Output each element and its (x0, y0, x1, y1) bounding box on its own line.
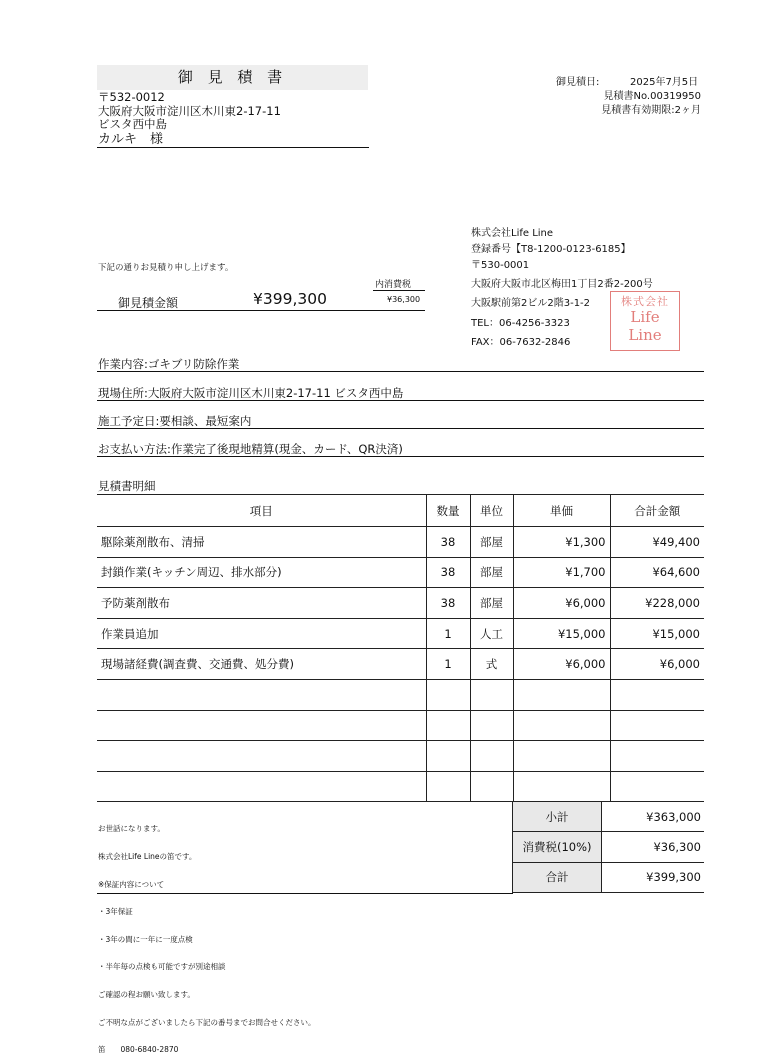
quote-validity: 見積書有効期限:2ヶ月 (601, 105, 701, 116)
table-row (97, 649, 704, 680)
row-total: ¥6,000 (610, 649, 704, 680)
row-price: ¥1,700 (513, 557, 610, 588)
tax-value: ¥36,300 (602, 832, 705, 862)
customer-address: 大阪府大阪市淀川区木川東2-17-11 (98, 104, 281, 118)
totals-table (512, 801, 704, 893)
table-row-empty (97, 741, 704, 772)
seal-bot-text: Line (628, 326, 662, 344)
row-price: ¥6,000 (513, 649, 610, 680)
company-registration: 登録番号【T8-1200-0123-6185】 (471, 244, 631, 255)
table-row (97, 618, 704, 649)
table-row (97, 527, 704, 558)
row-price: ¥15,000 (513, 618, 610, 649)
row-total: ¥228,000 (610, 588, 704, 619)
company-address2: 大阪駅前第2ビル2階3-1-2 (471, 298, 591, 309)
field-schedule: 施工予定日:要相談、最短案内 (98, 414, 252, 428)
table-row-empty (97, 710, 704, 741)
amount-underline (97, 310, 425, 311)
details-table (97, 494, 704, 802)
row-total: ¥49,400 (610, 527, 704, 558)
row-unit: 部屋 (470, 557, 513, 588)
row-qty: 1 (426, 618, 470, 649)
quote-date-label: 御見積日: (556, 77, 600, 88)
company-address1: 大阪府大阪市北区梅田1丁目2番2-200号 (471, 279, 653, 290)
field-work-underline (97, 371, 704, 372)
table-row (97, 588, 704, 619)
row-item: 予防薬剤散布 (97, 588, 426, 619)
customer-postal: 〒532-0012 (98, 90, 165, 104)
company-postal: 〒530-0001 (471, 260, 530, 271)
customer-building: ビスタ西中島 (98, 117, 167, 131)
row-unit: 部屋 (470, 527, 513, 558)
header-price: 単価 (513, 495, 610, 527)
row-price: ¥1,300 (513, 527, 610, 558)
row-item: 作業員追加 (97, 618, 426, 649)
quote-number: 見積書No.00319950 (603, 91, 701, 102)
note-line: お世話になります。 (98, 824, 165, 834)
header-total: 合計金額 (610, 495, 704, 527)
field-payment: お支払い方法:作業完了後現地精算(現金、カード、QR決済) (98, 442, 403, 456)
row-qty: 38 (426, 557, 470, 588)
field-work: 作業内容:ゴキブリ防除作業 (98, 357, 240, 371)
row-qty: 1 (426, 649, 470, 680)
row-total: ¥64,600 (610, 557, 704, 588)
customer-underline (97, 147, 369, 148)
company-tel: TEL：06-4256-3323 (471, 318, 570, 329)
seal-mid-text: Life (630, 308, 660, 326)
row-item: 現場諸経費(調査費、交通費、処分費) (97, 649, 426, 680)
table-row (97, 557, 704, 588)
row-qty: 38 (426, 588, 470, 619)
company-seal-stamp (610, 291, 680, 351)
customer-name: カルキ 様 (98, 132, 164, 147)
header-unit: 単位 (470, 495, 513, 527)
tax-label-underline (373, 290, 425, 291)
table-row-empty (97, 679, 704, 710)
subtotal-label: 小計 (513, 802, 602, 832)
document-title: 御 見 積 書 (97, 65, 368, 90)
field-schedule-underline (97, 428, 704, 429)
subtotal-row (513, 802, 705, 832)
row-item: 駆除薬剤散布、清掃 (97, 527, 426, 558)
note-line: ※保証内容について (98, 879, 165, 889)
tax-row (513, 832, 705, 862)
row-qty: 38 (426, 527, 470, 558)
total-label: 合計 (513, 862, 602, 892)
header-item: 項目 (97, 495, 426, 527)
row-unit: 式 (470, 649, 513, 680)
row-unit: 部屋 (470, 588, 513, 619)
company-name: 株式会社Life Line (471, 228, 554, 239)
row-unit: 人工 (470, 618, 513, 649)
header-qty: 数量 (426, 495, 470, 527)
details-header-row (97, 495, 704, 527)
quote-date: 2025年7月5日 (630, 77, 699, 88)
company-fax: FAX：06-7632-2846 (471, 337, 571, 348)
seal-top-text: 株式会社 (621, 295, 669, 308)
note-line: 笛 080-6840-2870 (98, 1045, 179, 1055)
field-site: 現場住所:大阪府大阪市淀川区木川東2-17-11 ビスタ西中島 (98, 386, 404, 400)
amount-label: 御見積金額 (118, 296, 179, 310)
note-line: ご確認の程お願い致します。 (98, 990, 195, 1000)
note-line: ご不明な点がございましたら下記の番号までお問合せください。 (98, 1017, 316, 1027)
quote-amount: ¥399,300 (253, 290, 327, 308)
intro-text: 下記の通りお見積り申し上げます。 (98, 263, 234, 273)
note-line: ・半年毎の点検も可能ですが別途相談 (98, 962, 226, 972)
note-line: ・3年保証 (98, 907, 133, 917)
field-site-underline (97, 400, 704, 401)
total-value: ¥399,300 (602, 862, 705, 892)
total-row (513, 862, 705, 892)
notes-bottom-line (97, 893, 513, 894)
tax-amount: ¥36,300 (387, 295, 421, 304)
row-price: ¥6,000 (513, 588, 610, 619)
details-heading: 見積書明細 (98, 479, 156, 493)
tax-label: 消費税(10%) (513, 832, 602, 862)
row-item: 封鎖作業(キッチン周辺、排水部分) (97, 557, 426, 588)
field-payment-underline (97, 456, 704, 457)
tax-included-label: 内消費税 (375, 280, 412, 290)
notes-block (98, 806, 498, 1064)
subtotal-value: ¥363,000 (602, 802, 705, 832)
note-line: 株式会社Life Lineの笛です。 (98, 852, 197, 862)
row-total: ¥15,000 (610, 618, 704, 649)
table-row-empty (97, 771, 704, 802)
note-line: ・3年の間に一年に一度点検 (98, 934, 193, 944)
